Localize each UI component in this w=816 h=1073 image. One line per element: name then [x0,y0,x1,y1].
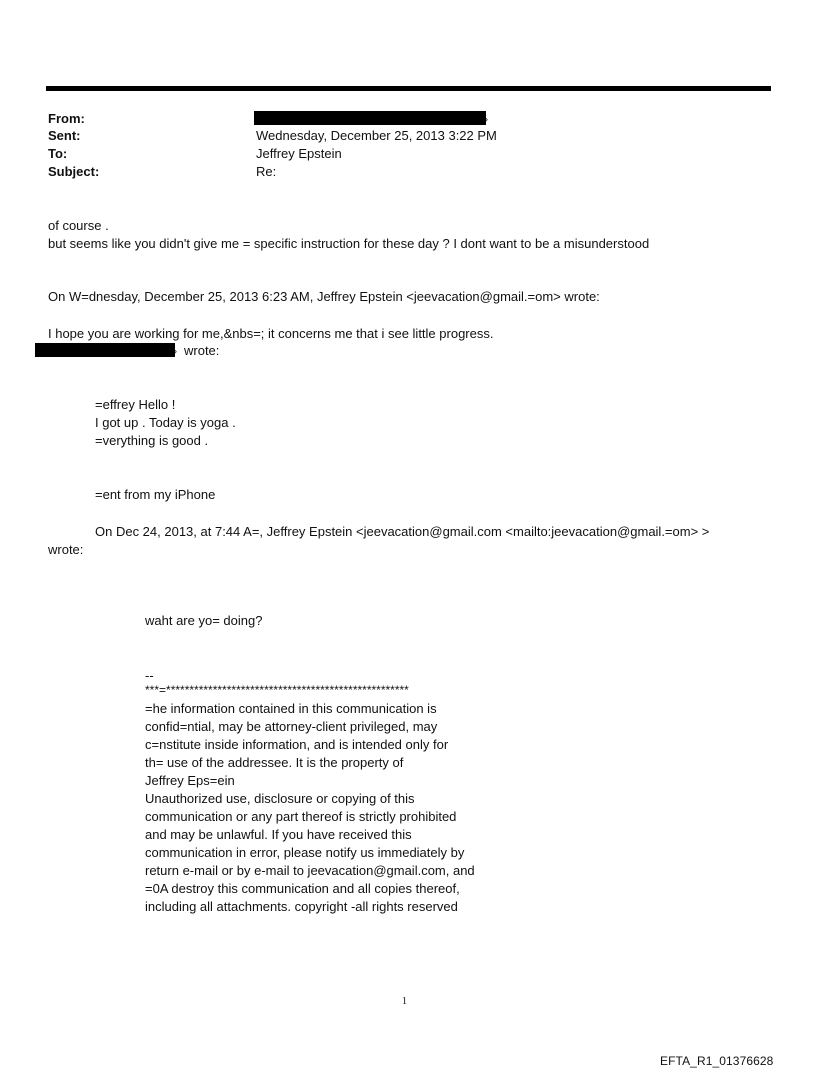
disclaimer-line: Unauthorized use, disclosure or copying of this [145,791,415,806]
to-value: Jeffrey Epstein [256,146,342,161]
disclaimer-line: communication in error, please notify us immediately by [145,845,465,860]
quote2-line-2: I got up . Today is yoga . [95,415,236,430]
disclaimer-line: =he information contained in this communication is [145,701,437,716]
reply-line-2: but seems like you didn't give me = specific instruction for these day ? I dont want to be a misunderstood [48,236,650,251]
page-number: 1 [402,996,407,1007]
disclaimer-line: communication or any part thereof is strictly prohibited [145,809,457,824]
disclaimer-line: including all attachments. copyright -all rights reserved [145,899,458,914]
sent-label: Sent: [48,128,81,143]
disclaimer-line: =0A destroy this communication and all copies thereof, [145,881,460,896]
subject-label: Subject: [48,164,100,179]
reply-line-1: of course . [48,218,109,233]
sent-value: Wednesday, December 25, 2013 3:22 PM [256,128,497,143]
from-label: From: [48,111,85,126]
signature-stars: ***=**************************************************** [145,683,409,697]
quote3-wrote: wrote: [48,542,84,557]
redacted-sender [254,111,486,125]
to-label: To: [48,146,68,161]
disclaimer-line: c=nstitute inside information, and is intended only for [145,737,449,752]
quote2-sent-from: =ent from my iPhone [95,487,216,502]
quote2-line-3: =verything is good . [95,433,209,448]
signature-dash: -- [145,668,154,683]
quote1-text: I hope you are working for me,&nbs=; it concerns me that i see little progress. [48,326,494,341]
disclaimer-line: confid=ntial, may be attorney-client privileged, may [145,719,438,734]
disclaimer-line: Jeffrey Eps=ein [145,773,235,788]
disclaimer-line: and may be unlawful. If you have received this [145,827,412,842]
quote1-intro: On W=dnesday, December 25, 2013 6:23 AM, Jeffrey Epstein <jeevacation@gmail.=om> wrote: [48,289,600,304]
redacted-name [35,343,175,357]
quote3-intro: On Dec 24, 2013, at 7:44 A=, Jeffrey Epstein <jeevacation@gmail.com <mailto:jeevacation@gmail.=om> > [95,524,710,539]
bates-number: EFTA_R1_01376628 [660,1054,774,1068]
redaction-edge-mark-2: › [174,346,177,356]
subject-value: Re: [256,164,277,179]
quote2-line-1: =effrey Hello ! [95,397,176,412]
header-rule [46,86,771,91]
quote2-wrote: wrote: [184,343,220,358]
redaction-edge-mark: › [485,114,488,124]
quote3-text: waht are yo= doing? [145,613,263,628]
disclaimer-line: th= use of the addressee. It is the property of [145,755,404,770]
disclaimer-line: return e-mail or by e-mail to jeevacation@gmail.com, and [145,863,475,878]
